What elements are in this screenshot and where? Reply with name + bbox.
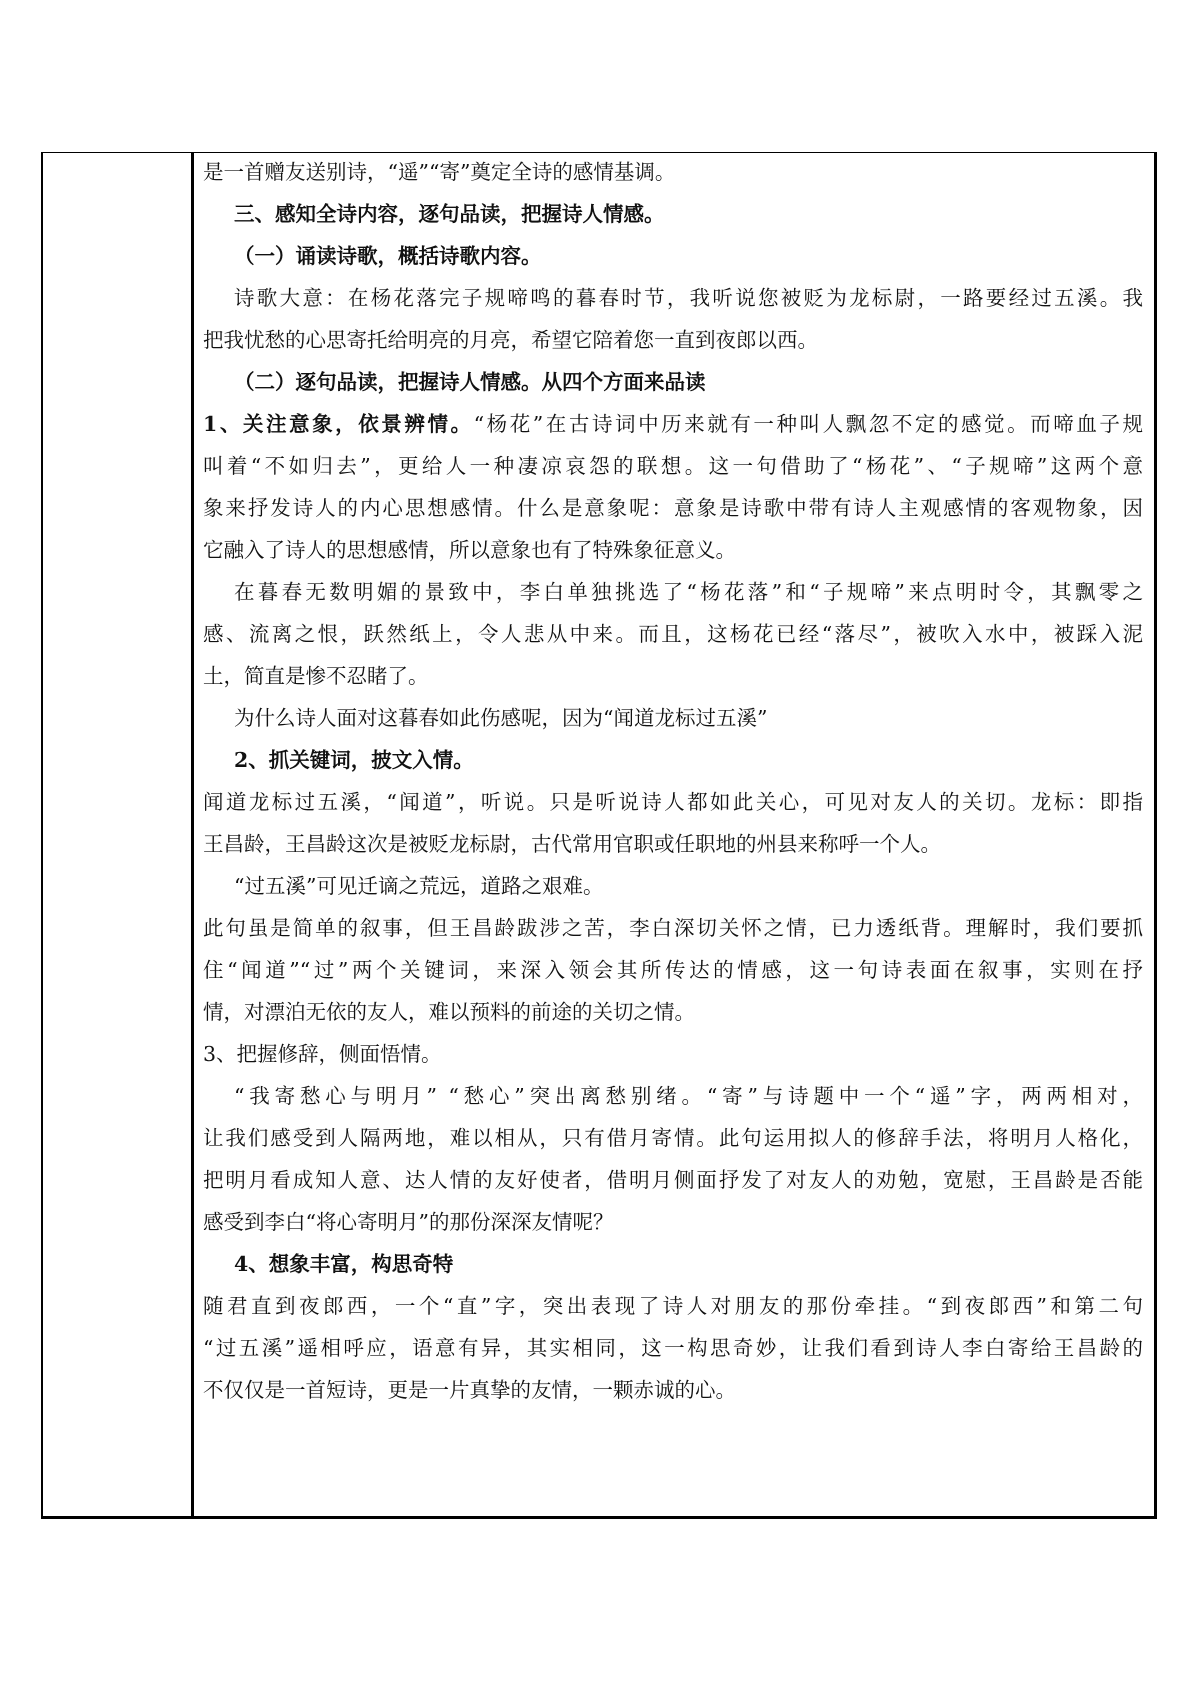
point-heading: 1、关注意象，依景辨情。: [203, 412, 474, 436]
paragraph-line: 为什么诗人面对这暮春如此伤感呢，因为“闻道龙标过五溪”: [234, 706, 768, 730]
point-heading: 3、把握修辞，侧面悟情。: [203, 1042, 442, 1066]
column-divider: [191, 152, 194, 1519]
paragraph-line: 叫着“不如归去”，更给人一种凄凉哀怨的联想。这一句借助了“杨花”、“子规啼”这两个意: [203, 454, 1143, 478]
paragraph-line: 象来抒发诗人的内心思想感情。什么是意象呢：意象是诗歌中带有诗人主观感情的客观物象，因: [203, 496, 1143, 520]
point-heading: 2、抓关键词，披文入情。: [234, 748, 474, 772]
paragraph-line: 情，对漂泊无依的友人，难以预料的前途的关切之情。: [203, 1000, 695, 1024]
point-text: “杨花”在古诗词中历来就有一种叫人飘忽不定的感觉。而啼血子规: [473, 412, 1143, 436]
paragraph-line: “过五溪”遥相呼应，语意有异，其实相同，这一构思奇妙，让我们看到诗人李白寄给王昌龄的: [203, 1336, 1143, 1360]
paragraph-line: 不仅仅是一首短诗，更是一片真挚的友情，一颗赤诚的心。: [203, 1378, 736, 1402]
subsection-heading: （二）逐句品读，把握诗人情感。从四个方面来品读: [234, 370, 706, 394]
paragraph-line: 把明月看成知人意、达人情的友好使者，借明月侧面抒发了对友人的劝勉，宽慰，王昌龄是否能: [203, 1168, 1143, 1192]
subsection-heading: （一）诵读诗歌，概括诗歌内容。: [234, 244, 542, 268]
paragraph-line: “过五溪”可见迁谪之荒远，道路之艰难。: [234, 874, 604, 898]
paragraph-line: 王昌龄，王昌龄这次是被贬龙标尉，古代常用官职或任职地的州县来称呼一个人。: [203, 832, 941, 856]
paragraph-line: 把我忧愁的心思寄托给明亮的月亮，希望它陪着您一直到夜郎以西。: [203, 328, 818, 352]
section-heading: 三、感知全诗内容，逐句品读，把握诗人情感。: [234, 202, 665, 226]
paragraph-line: 让我们感受到人隔两地，难以相从，只有借月寄情。此句运用拟人的修辞手法，将明月人格化，: [203, 1126, 1143, 1150]
paragraph-line: 在暮春无数明媚的景致中，李白单独挑选了“杨花落”和“子规啼”来点明时令，其飘零之: [234, 580, 1143, 604]
paragraph-line: 随君直到夜郎西，一个“直”字，突出表现了诗人对朋友的那份牵挂。“到夜郎西”和第二句: [203, 1294, 1143, 1318]
text-line: 是一首赠友送别诗，“遥”“寄”奠定全诗的感情基调。: [203, 160, 676, 184]
paragraph-line: 它融入了诗人的思想感情，所以意象也有了特殊象征意义。: [203, 538, 736, 562]
paragraph-line: “我寄愁心与明月” “愁心”突出离愁别绪。“寄”与诗题中一个“遥”字，两两相对，: [234, 1084, 1143, 1108]
paragraph-line: 诗歌大意：在杨花落完子规啼鸣的暮春时节，我听说您被贬为龙标尉，一路要经过五溪。我: [234, 286, 1143, 310]
paragraph-line: 感受到李白“将心寄明月”的那份深深友情呢？: [203, 1210, 614, 1234]
point-heading: 4、想象丰富，构思奇特: [234, 1252, 454, 1276]
paragraph-line: 土，简直是惨不忍睹了。: [203, 664, 429, 688]
paragraph-line: 此句虽是简单的叙事，但王昌龄跋涉之苦，李白深切关怀之情，已力透纸背。理解时，我们要抓: [203, 916, 1143, 940]
paragraph-line: 闻道龙标过五溪，“闻道”，听说。只是听说诗人都如此关心，可见对友人的关切。龙标：即指: [203, 790, 1143, 814]
paragraph-line: 住“闻道”“过”两个关键词，来深入领会其所传达的情感，这一句诗表面在叙事，实则在抒: [203, 958, 1143, 982]
paragraph-line: [203, 409, 1143, 439]
paragraph-line: 感、流离之恨，跃然纸上，令人悲从中来。而且，这杨花已经“落尽”，被吹入水中，被踩入泥: [203, 622, 1143, 646]
